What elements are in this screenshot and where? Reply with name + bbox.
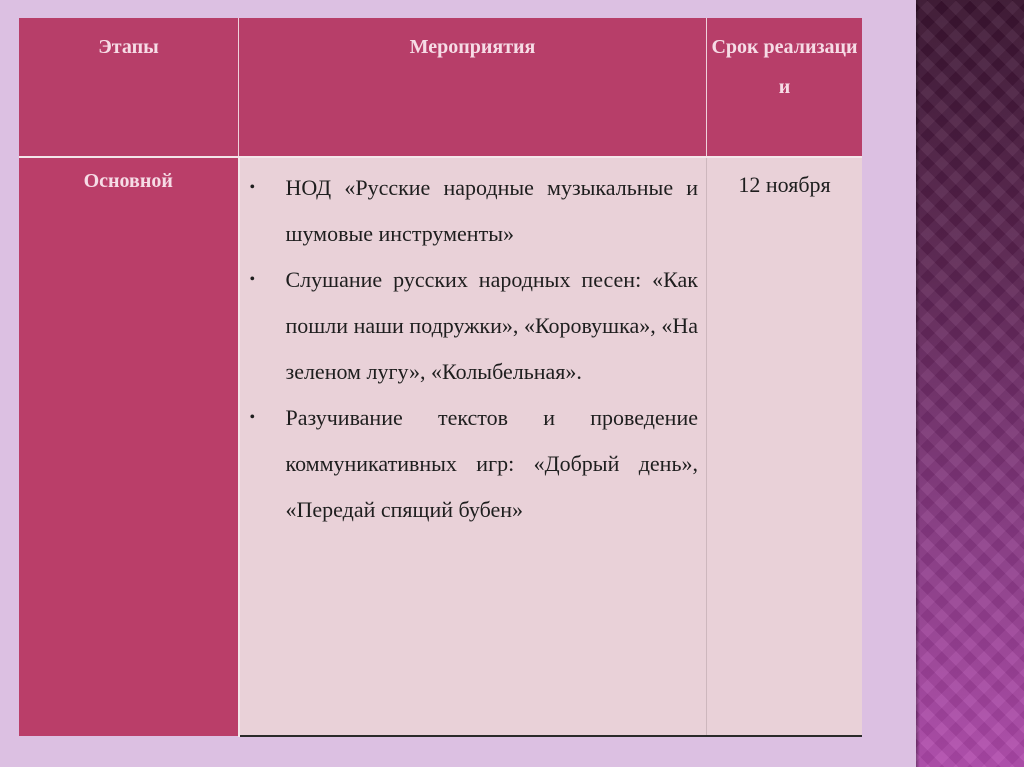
activities-list bbox=[240, 165, 707, 533]
term-cell: 12 ноября bbox=[707, 157, 863, 736]
header-stages: Этапы bbox=[19, 18, 239, 157]
bullet-icon: • bbox=[249, 179, 256, 196]
table-header-row bbox=[19, 18, 862, 157]
plan-table bbox=[19, 18, 862, 737]
bullet-icon: • bbox=[249, 409, 256, 426]
activity-text: Слушание русских народных песен: «Как пошли наши подружки», «Коровушка», «На зеленом лугу», «Колыбельная». bbox=[285, 267, 698, 384]
header-activities: Мероприятия bbox=[239, 18, 707, 157]
stage-cell: Основной bbox=[19, 157, 239, 736]
bullet-icon: • bbox=[249, 271, 256, 288]
activity-text: НОД «Русские народные музыкальные и шумовые инструменты» bbox=[285, 175, 698, 246]
list-item bbox=[240, 395, 707, 533]
side-shade-decoration bbox=[916, 0, 1024, 767]
activity-text: Разучивание текстов и проведение коммуникативных игр: «Добрый день», «Передай спящий бубен» bbox=[285, 405, 698, 522]
list-item bbox=[240, 165, 707, 257]
activities-cell bbox=[239, 157, 707, 736]
table-row bbox=[19, 157, 862, 736]
header-term: Срок реализаци и bbox=[707, 18, 863, 157]
list-item bbox=[240, 257, 707, 395]
